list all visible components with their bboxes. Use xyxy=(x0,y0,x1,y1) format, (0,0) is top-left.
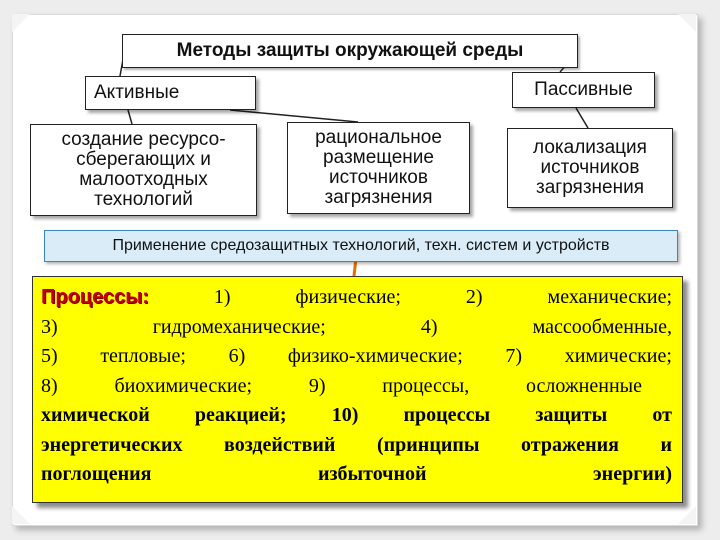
slide-corner-decoration xyxy=(12,14,30,32)
process-line-1: Процессы: 1) физические; 2) механические; xyxy=(41,283,672,313)
active-methods-box: Активные xyxy=(85,76,256,110)
process-line-3: 5) тепловые; 6) физико-химические; 7) химические; xyxy=(41,345,672,367)
passive-methods-box: Пассивные xyxy=(512,72,655,108)
process-line-5: химической реакцией; 10) процессы защиты от xyxy=(41,404,672,426)
rational-placement-box: рациональное размещение источников загрязнения xyxy=(287,122,470,214)
diagram-title: Методы защиты окружающей среды xyxy=(122,34,578,68)
processes-label: Процессы: xyxy=(41,286,149,308)
processes-box xyxy=(32,276,683,503)
slide-corner-decoration xyxy=(678,506,696,524)
process-line-7: поглощения избыточной энергии) xyxy=(41,463,672,485)
technologies-banner: Применение средозащитных технологий, техн. систем и устройств xyxy=(44,230,678,262)
creation-technologies-box: создание ресурсо- сберегающих и малоотходных технологий xyxy=(30,124,257,216)
process-line-4: 8) биохимические; 9) процессы, осложненные xyxy=(41,374,642,397)
process-line-2: 3) гидромеханические; 4) массообменные, xyxy=(41,315,672,338)
localization-box: локализация источников загрязнения xyxy=(507,128,673,208)
slide-corner-decoration xyxy=(678,14,696,32)
slide-corner-decoration xyxy=(12,506,30,524)
process-line-6: энергетических воздействий (принципы отражения и xyxy=(41,433,672,456)
